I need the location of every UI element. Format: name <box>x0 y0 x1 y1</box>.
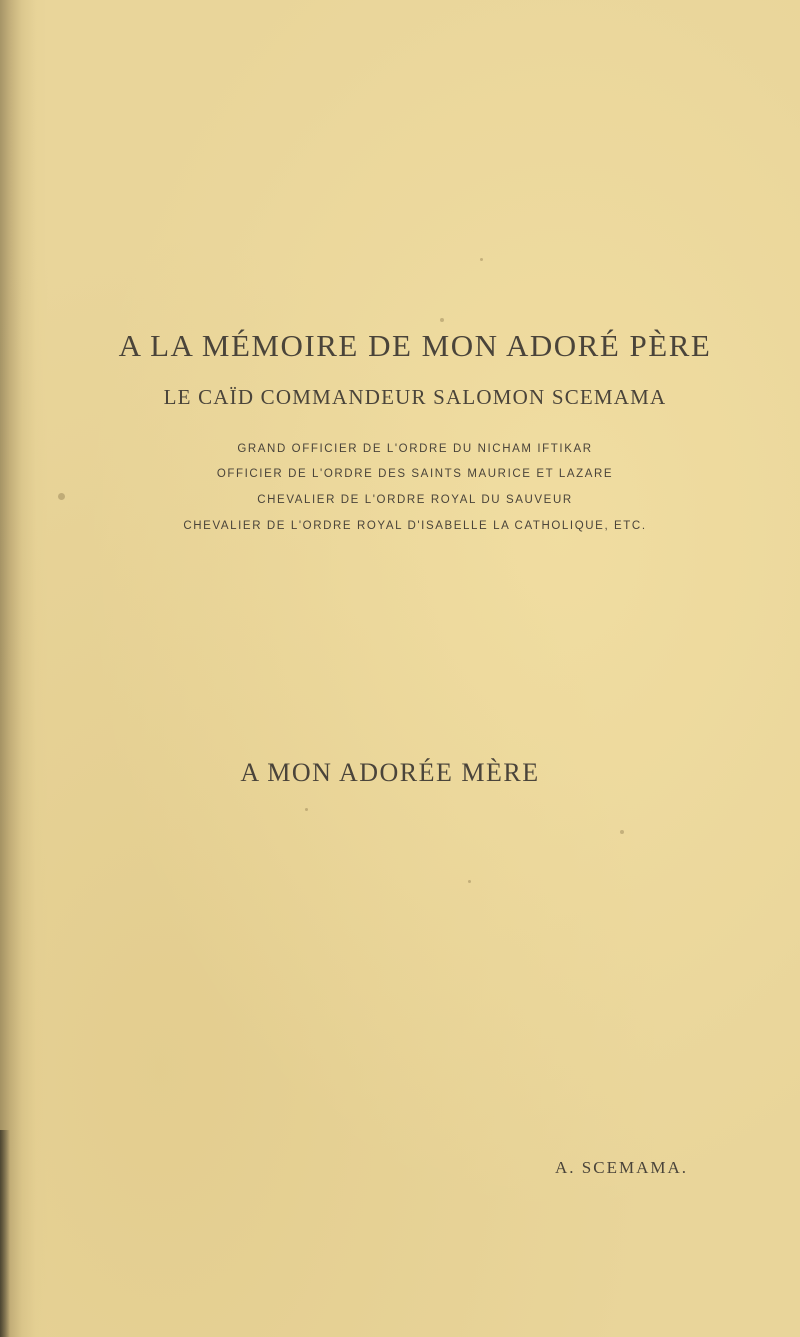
book-edge-shadow <box>0 1130 10 1337</box>
honor-line: CHEVALIER DE L'ORDRE ROYAL D'ISABELLE LA CATHOLIQUE, ETC. <box>183 520 647 532</box>
father-dedication-title: A LA MÉMOIRE DE MON ADORÉ PÈRE <box>118 328 712 363</box>
honor-line: CHEVALIER DE L'ORDRE ROYAL DU SAUVEUR <box>257 494 573 506</box>
father-name-line: LE CAÏD COMMANDEUR SALOMON SCEMAMA <box>163 385 667 409</box>
mother-dedication-title: A MON ADORÉE MÈRE <box>240 758 540 787</box>
paper-speck <box>305 808 308 811</box>
paper-speck <box>468 880 471 883</box>
author-signature: A. SCEMAMA. <box>555 1158 688 1177</box>
honor-line: GRAND OFFICIER DE L'ORDRE DU NICHAM IFTIKAR <box>237 443 593 455</box>
paper-speck <box>480 258 483 261</box>
honor-line: OFFICIER DE L'ORDRE DES SAINTS MAURICE ET LAZARE <box>216 468 614 480</box>
paper-speck <box>620 830 624 834</box>
paper-speck <box>440 318 444 322</box>
paper-speck <box>58 493 65 500</box>
